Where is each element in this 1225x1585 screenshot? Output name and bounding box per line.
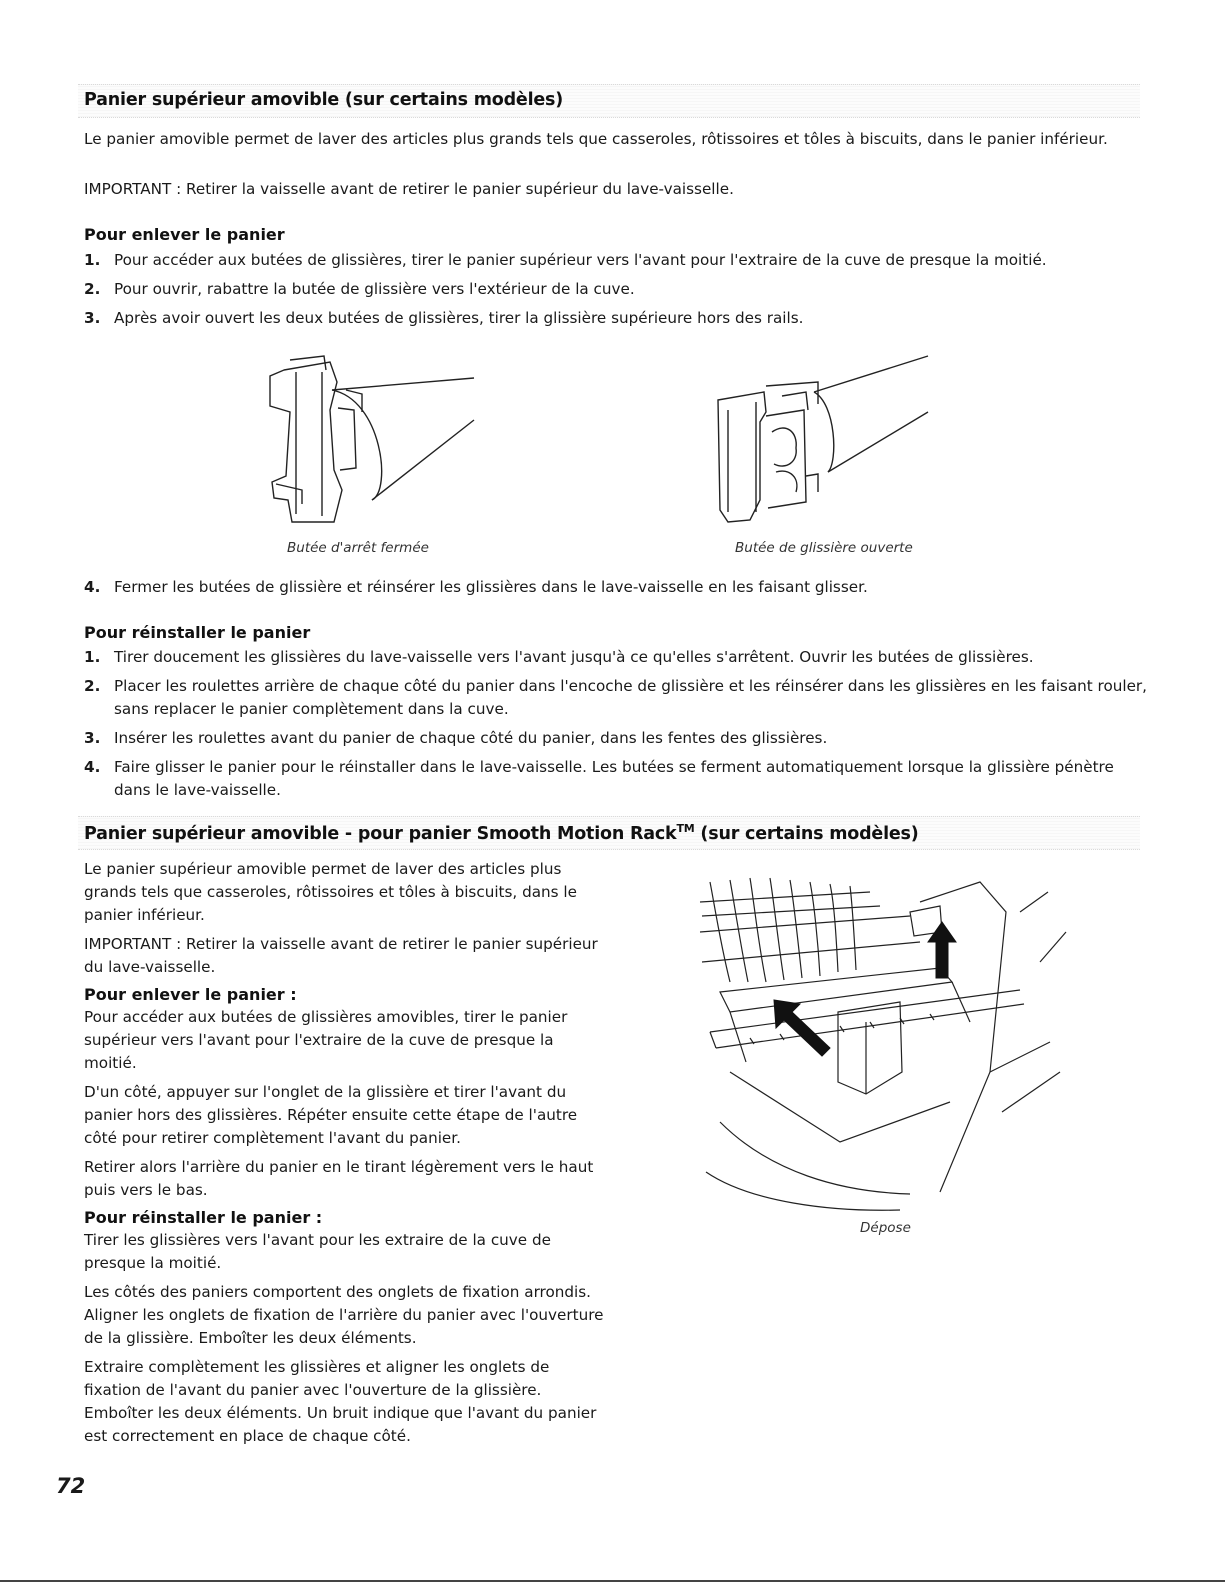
remove-steps-list [84, 249, 1154, 336]
section-header-bar [78, 816, 1140, 850]
bottom-rule [0, 1580, 1225, 1582]
section-header-bar [78, 84, 1140, 118]
body-paragraph: Retirer alors l'arrière du panier en le tirant légèrement vers le haut puis vers le bas. [84, 1158, 594, 1199]
list-item: 2. Placer les roulettes arrière de chaque côté du panier dans l'encoche de glissière et les réinsérer dans les glissières en les faisant rouler, sans replacer le panier complètement dans la cuve. [84, 677, 1147, 718]
remove-heading: Pour enlever le panier [84, 225, 285, 244]
body-paragraph: Extraire complètement les glissières et aligner les onglets de fixation de l'avant du panier avec l'ouverture de la glissière. Emboîter les deux éléments. Un bruit indique que l'avant du panier est correctement en place de chaque côté. [84, 1358, 597, 1445]
closed-stop-illustration [262, 350, 482, 530]
body-paragraph: D'un côté, appuyer sur l'onglet de la glissière et tirer l'avant du panier hors des glissières. Répéter ensuite cette étape de l'autre côté pour retirer complètement l'avant du panier. [84, 1083, 578, 1147]
list-item: 2. Pour ouvrir, rabattre la butée de glissière vers l'extérieur de la cuve. [84, 280, 635, 298]
section-title: Panier supérieur amovible (sur certains modèles) [84, 90, 564, 110]
reinstall-heading: Pour réinstaller le panier [84, 623, 311, 642]
section-title: Panier supérieur amovible - pour panier Smooth Motion Rack™ (sur certains modèles) [84, 822, 919, 844]
list-item: 1. Tirer doucement les glissières du lave-vaisselle vers l'avant jusqu'à ce qu'elles s'arrêtent. Ouvrir les butées de glissières. [84, 648, 1034, 666]
body-paragraph: Tirer les glissières vers l'avant pour les extraire de la cuve de presque la moitié. [84, 1231, 551, 1272]
list-item: 3. Insérer les roulettes avant du panier de chaque côté du panier, dans les fentes des glissières. [84, 729, 828, 747]
list-item: 4. Faire glisser le panier pour le réinstaller dans le lave-vaisselle. Les butées se ferment automatiquement lorsque la glissière pénètre dans le lave-vaisselle. [84, 758, 1114, 799]
rack-removal-illustration [690, 872, 1070, 1222]
caption-open-stop: Butée de glissière ouverte [735, 540, 913, 556]
list-item: 4. Fermer les butées de glissière et réinsérer les glissières dans le lave-vaisselle en les faisant glisser. [84, 578, 868, 596]
remove-step-4 [84, 576, 1154, 605]
list-item: 1. Pour accéder aux butées de glissières, tirer le panier supérieur vers l'avant pour l'extraire de la cuve de presque la moitié. [84, 251, 1047, 269]
intro-paragraph: Le panier amovible permet de laver des articles plus grands tels que casseroles, rôtissoires et tôles à biscuits, dans le panier inférieur. [84, 130, 1108, 148]
trademark-mark: TM [676, 822, 695, 835]
caption-removal: Dépose [860, 1220, 911, 1236]
remove-heading: Pour enlever le panier : [84, 985, 297, 1004]
body-paragraph: Pour accéder aux butées de glissières amovibles, tirer le panier supérieur vers l'avant pour l'extraire de la cuve de presque la moitié. [84, 1008, 568, 1072]
reinstall-steps-list [84, 646, 1154, 808]
reinstall-heading: Pour réinstaller le panier : [84, 1208, 323, 1227]
open-stop-illustration [706, 352, 936, 532]
body-paragraph: Les côtés des paniers comportent des onglets de fixation arrondis. Aligner les onglets de fixation de l'arrière du panier avec l'ouverture de la glissière. Emboîter les deux éléments. [84, 1283, 604, 1347]
important-note: IMPORTANT : Retirer la vaisselle avant de retirer le panier supérieur du lave-vaisselle. [84, 180, 734, 198]
intro-paragraph: Le panier supérieur amovible permet de laver des articles plus grands tels que casseroles, rôtissoires et tôles à biscuits, dans le panier inférieur. [84, 860, 577, 924]
list-item: 3. Après avoir ouvert les deux butées de glissières, tirer la glissière supérieure hors des rails. [84, 309, 804, 327]
left-column [84, 858, 604, 1448]
important-note: IMPORTANT : Retirer la vaisselle avant de retirer le panier supérieur du lave-vaisselle. [84, 935, 598, 976]
page-number: 72 [56, 1474, 86, 1498]
caption-closed-stop: Butée d'arrêt fermée [287, 540, 429, 556]
